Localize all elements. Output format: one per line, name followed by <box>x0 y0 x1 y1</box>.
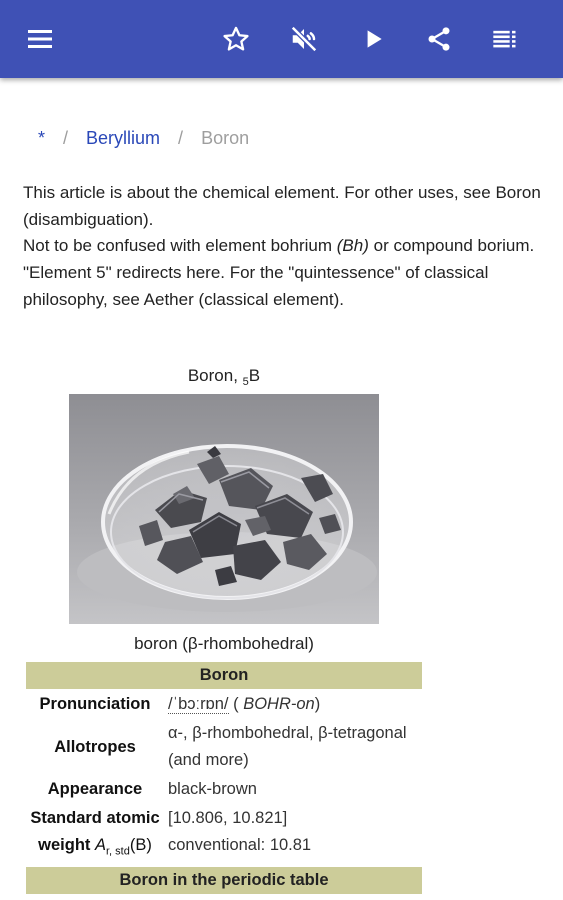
contents-button[interactable] <box>486 20 524 58</box>
atomic-weight-symbol: A <box>94 836 106 854</box>
atomic-weight-label-line2 <box>38 832 152 865</box>
mute-icon <box>289 24 319 54</box>
breadcrumb-separator: / <box>63 128 69 148</box>
pronunciation-value <box>164 691 422 718</box>
breadcrumb-parent[interactable]: Beryllium <box>86 128 161 148</box>
atomic-weight-range: [10.806, 10.821] <box>168 809 288 827</box>
app-bar <box>0 0 563 78</box>
pronunciation-close-paren: ) <box>314 695 321 713</box>
figure-title <box>69 366 379 388</box>
atomic-weight-label-line1: Standard atomic <box>30 809 160 827</box>
share-button[interactable] <box>420 20 458 58</box>
boron-photo[interactable] <box>69 394 379 624</box>
play-icon <box>360 26 386 52</box>
mute-button[interactable] <box>285 20 323 58</box>
infobox-row-allotropes <box>26 720 422 774</box>
atomic-weight-conventional: conventional: 10.81 <box>168 836 312 854</box>
infobox-row-pronunciation <box>26 691 422 718</box>
figure-title-number: 5 <box>242 376 249 388</box>
hatnotes <box>23 180 543 314</box>
breadcrumb-home[interactable]: * <box>38 128 46 148</box>
boron-dish-image <box>69 394 379 624</box>
infobox-row-atomic-weight <box>26 805 422 865</box>
breadcrumb <box>38 128 249 149</box>
allotropes-value[interactable]: α-, β-rhombohedral, β-tetragonal (and more) <box>168 724 407 769</box>
infobox <box>26 662 422 894</box>
pronunciation-ipa[interactable]: /ˈbɔːrɒn/ <box>168 695 229 713</box>
play-button[interactable] <box>354 20 392 58</box>
pronunciation-open-paren: ( <box>233 695 239 713</box>
figure-caption: boron (β-rhombohedral) <box>134 634 314 653</box>
atomic-weight-value <box>164 805 422 865</box>
menu-button[interactable] <box>21 20 59 58</box>
breadcrumb-separator: / <box>178 128 184 148</box>
atomic-weight-element: (B) <box>129 836 152 854</box>
atomic-weight-label[interactable] <box>26 805 164 865</box>
hatnote-confusion-pre: Not to be confused with element bohrium <box>23 236 333 256</box>
hatnote-confusion[interactable] <box>23 233 543 260</box>
bookmark-button[interactable] <box>217 20 255 58</box>
figure-title-name: Boron, <box>187 366 238 385</box>
figure-title-symbol: B <box>248 366 261 385</box>
share-icon <box>425 25 453 53</box>
hatnote-confusion-symbol: (Bh) <box>336 236 369 256</box>
menu-icon <box>26 25 54 53</box>
toc-icon <box>491 25 519 53</box>
appearance-label: Appearance <box>47 780 143 798</box>
hatnote-disambiguation[interactable]: This article is about the chemical element. For other uses, see Boron (disambiguation). <box>23 183 541 229</box>
appearance-value: black-brown <box>168 780 257 798</box>
breadcrumb-current: Boron <box>201 128 250 148</box>
infobox-header: Boron <box>26 662 422 689</box>
atomic-weight-word: weight <box>38 836 91 854</box>
pronunciation-respelling[interactable]: BOHR-on <box>243 695 315 713</box>
hatnote-redirect[interactable]: "Element 5" redirects here. For the "quintessence" of classical philosophy, see Aether (classical element). <box>23 263 489 309</box>
atomic-weight-subscript: r, std <box>106 845 130 858</box>
star-icon <box>222 25 250 53</box>
hatnote-confusion-post: or compound borium. <box>373 236 535 256</box>
periodic-table-header: Boron in the periodic table <box>26 867 422 894</box>
allotropes-label: Allotropes <box>54 737 136 756</box>
pronunciation-label: Pronunciation <box>39 695 151 713</box>
infobox-row-appearance <box>26 776 422 803</box>
